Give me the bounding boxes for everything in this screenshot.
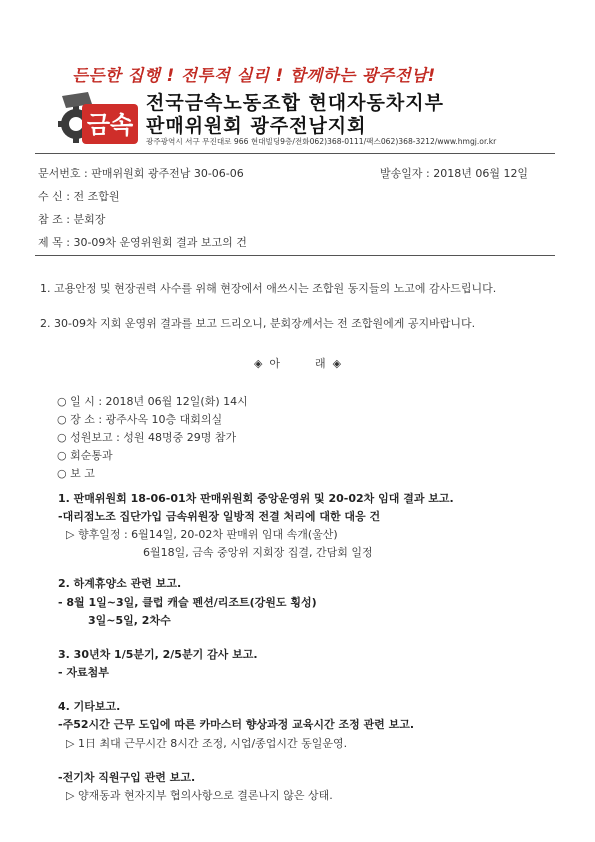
intro-paragraph-2: 2. 30-09차 지회 운영위 결과를 보고 드리오니, 분회장께서는 전 조합원에게 공지바랍니다. [40, 317, 476, 330]
doc-number: 문서번호 : 판매위원회 광주전남 30-06-06 [38, 167, 244, 180]
item-1-plan-2: 6월18일, 금속 중앙위 지회장 집결, 간담회 일정 [143, 546, 373, 559]
send-date: 발송일자 : 2018년 06월 12일 [380, 167, 529, 180]
item-2-line-2: 3일~5일, 2차수 [88, 614, 171, 627]
slogan: 든든한 집행 ! 전투적 실리 ! 함께하는 광주전남! [72, 66, 436, 85]
item-3-line-1: - 자료첨부 [58, 666, 109, 679]
subject: 제 목 : 30-09차 운영위원회 결과 보고의 건 [38, 236, 247, 249]
reference: 참 조 : 분회장 [38, 213, 106, 226]
header-divider [35, 153, 555, 154]
intro-paragraph-1: 1. 고용안정 및 현장권력 사수를 위해 현장에서 애쓰시는 조합원 동지들의 노고에 감사드립니다. [40, 282, 497, 295]
section-title: ◈ 아 래 ◈ [253, 357, 342, 370]
detail-report: ○ 보 고 [57, 467, 95, 480]
item-3-title: 3. 30년차 1/5분기, 2/5분기 감사 보고. [58, 648, 258, 661]
detail-minutes: ○ 회순통과 [57, 449, 113, 462]
logo-text: 금속 [86, 111, 134, 139]
detail-date: ○ 일 시 : 2018년 06월 12일(화) 14시 [57, 395, 248, 408]
meta-divider [35, 255, 555, 256]
recipient: 수 신 : 전 조합원 [38, 190, 120, 203]
detail-members: ○ 성원보고 : 성원 48명중 29명 참가 [57, 431, 237, 444]
item-1-sub: -대리점노조 집단가입 금속위원장 일방적 전결 처리에 대한 대응 건 [58, 510, 381, 523]
item-4-title: 4. 기타보고. [58, 700, 121, 713]
org-address: 광주광역시 서구 무진대로 966 현대빌딩9층/전화062)368-0111/팩스062)368-3212/www.hmgj.or.kr [146, 137, 497, 146]
org-name-line1: 전국금속노동조합 현대자동차지부 [146, 92, 444, 114]
org-name-line2: 판매위원회 광주전남지회 [146, 115, 367, 137]
item-4-line-2: ▷ 1日 최대 근무시간 8시간 조정, 시업/종업시간 동일운영. [66, 737, 348, 750]
item-4-line-3: -전기차 직원구입 관련 보고. [58, 771, 196, 784]
item-2-title: 2. 하계휴양소 관련 보고. [58, 577, 182, 590]
union-logo [58, 88, 140, 148]
item-2-line-1: - 8월 1일~3일, 클럽 캐슬 펜션/리조트(강원도 횡성) [58, 596, 317, 609]
item-4-line-1: -주52시간 근무 도입에 따른 카마스터 향상과정 교육시간 조정 관련 보고. [58, 718, 415, 731]
item-1-title: 1. 판매위원회 18-06-01차 판매위원회 중앙운영위 및 20-02차 임대 결과 보고. [58, 492, 454, 505]
detail-place: ○ 장 소 : 광주사옥 10층 대회의실 [57, 413, 223, 426]
item-4-line-4: ▷ 양재동과 현자지부 협의사항으로 결론나지 않은 상태. [66, 789, 333, 802]
item-1-plan-1: ▷ 향후일정 : 6월14일, 20-02차 판매위 임대 속개(울산) [66, 528, 338, 541]
